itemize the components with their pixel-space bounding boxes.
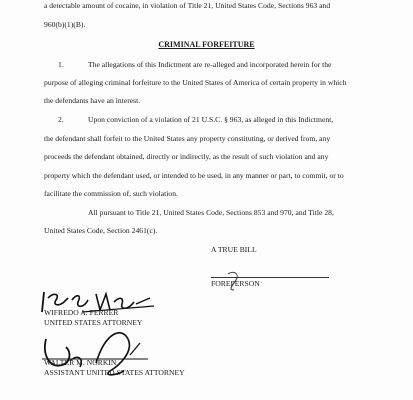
pursuant-line-1: All pursuant to Title 21, United States Code, Sections 853 and 970, and Title 28, [88, 208, 334, 217]
para1-line-1: The allegations of this Indictment are re-alleged and incorporated herein for the [88, 60, 332, 69]
pursuant-line-2: United States Code, Section 2461(c). [44, 226, 158, 235]
section-heading: CRIMINAL FORFEITURE [158, 40, 255, 49]
para2-line-2: the defendant shall forfeit to the United States any property constituting, or derived from, any [44, 134, 331, 143]
true-bill-label: A TRUE BILL [211, 245, 257, 254]
para1-line-2: purpose of alleging criminal forfeiture to the United States of America of certain property in which [44, 78, 347, 87]
para1-number: 1. [58, 60, 64, 69]
signer-1-title: UNITED STATES ATTORNEY [44, 318, 143, 327]
para2-line-1: Upon conviction of a violation of 21 U.S.C. § 963, as alleged in this Indictment, [88, 115, 334, 124]
para2-number: 2. [58, 115, 64, 124]
carryover-line-1: a detectable amount of cocaine, in violation of Title 21, United States Code, Sections 963 and [44, 1, 331, 10]
carryover-line-2: 960(b)(1)(B). [44, 20, 86, 29]
signer-2-name: WALTER M. NORKIN [44, 358, 117, 367]
signer-2-title: ASSISTANT UNITED STATES ATTORNEY [44, 368, 185, 377]
signer-1-name: WIFREDO A. FERRER [44, 308, 119, 317]
para2-line-3: proceeds the defendant obtained, directly or indirectly, as the result of such violation and any [44, 152, 329, 161]
para2-line-5: facilitate the commission of, such violation. [44, 189, 178, 198]
para2-line-4: property which the defendant used, or intended to be used, in any manner or part, to commit, or to [44, 171, 344, 180]
foreperson-label: FOREPERSON [211, 279, 260, 288]
para1-line-3: the defendants have an interest. [44, 96, 141, 105]
